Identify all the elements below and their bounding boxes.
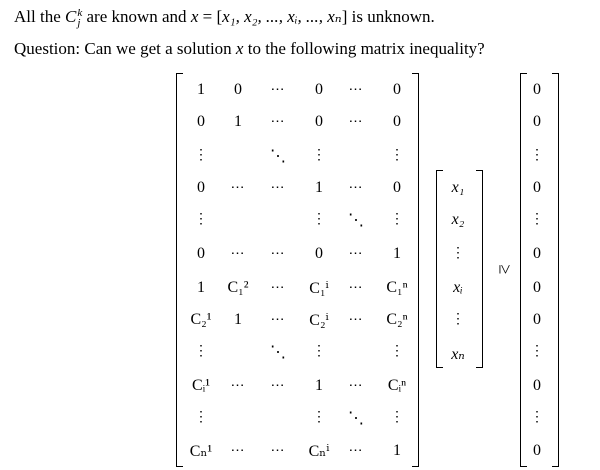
matrix-a-cell: 0	[393, 81, 401, 98]
zero-vector-entry: 0	[533, 377, 541, 394]
matrix-a-cell: ⋯	[348, 114, 364, 130]
matrix-a-left-bracket	[176, 73, 183, 467]
intro-text: is unknown.	[347, 7, 435, 26]
matrix-a-cell: Cₙⁱ	[308, 443, 330, 460]
matrix-a-cell: 1	[234, 113, 242, 130]
matrix-a-cell: ⋯	[230, 246, 246, 262]
question-text: Question: Can we get a solution	[14, 39, 236, 58]
matrix-a-cell: 1	[315, 179, 323, 196]
matrix-a-cell: ⋮	[312, 344, 326, 359]
matrix-a-cell: ⋱	[270, 344, 286, 361]
matrix-a-cell: 1	[315, 377, 323, 394]
matrix-a-cell: ⋯	[270, 443, 286, 459]
zero-vector-left-bracket	[520, 73, 527, 467]
matrix-a-cell: ⋮	[390, 148, 404, 163]
vector-x-left-bracket	[436, 170, 443, 368]
zero-vector-entry: ⋮	[530, 410, 544, 425]
zero-vector-right-bracket	[552, 73, 559, 467]
zero-vector-entry: 0	[533, 442, 541, 459]
math-symbol-x: x	[235, 39, 244, 58]
matrix-a-cell: 0	[315, 81, 323, 98]
matrix-a-cell: ⋱	[348, 212, 364, 229]
question-line	[14, 39, 485, 59]
intro-line-1	[14, 7, 435, 28]
math-vector-elements: x₁, x₂, ..., xᵢ, ..., xₙ	[222, 7, 342, 26]
matrix-a-cell: C₂ⁿ	[386, 311, 408, 328]
matrix-a-cell: C₁ⁿ	[386, 279, 408, 296]
zero-vector-entry: 0	[533, 81, 541, 98]
math-symbol-x: x	[190, 7, 199, 26]
matrix-a-cell: ⋯	[270, 246, 286, 262]
matrix-a-cell: ⋮	[194, 410, 208, 425]
matrix-a-cell: ⋯	[348, 378, 364, 394]
matrix-a-cell: ⋮	[390, 410, 404, 425]
matrix-a-cell: 0	[197, 113, 205, 130]
matrix-a-cell: ⋮	[312, 410, 326, 425]
matrix-a-cell: ⋯	[348, 82, 364, 98]
matrix-a-cell: 0	[315, 245, 323, 262]
matrix-a-cell: 1	[234, 311, 242, 328]
vector-x-entry: xᵢ	[453, 279, 463, 296]
matrix-a-cell: ⋯	[348, 180, 364, 196]
math-subscript: j	[77, 17, 81, 30]
matrix-a-cell: ⋮	[194, 344, 208, 359]
zero-vector-entry: 0	[533, 113, 541, 130]
math-bracket: ]	[341, 7, 348, 26]
matrix-a-cell: ⋯	[348, 312, 364, 328]
matrix-a-cell: 0	[234, 81, 242, 98]
matrix-a-cell: 1	[197, 81, 205, 98]
relation-symbol: ≥	[495, 264, 516, 275]
zero-vector-entry: 0	[533, 245, 541, 262]
matrix-a-cell: ⋮	[194, 212, 208, 227]
matrix-a-cell: ⋯	[230, 180, 246, 196]
vector-x-entry: ⋮	[451, 312, 465, 327]
matrix-a-cell: ⋮	[312, 212, 326, 227]
matrix-a-cell: 0	[393, 179, 401, 196]
matrix-a-cell: ⋯	[348, 246, 364, 262]
matrix-a-cell: ⋱	[270, 148, 286, 165]
matrix-a-cell: ⋮	[194, 148, 208, 163]
matrix-a-cell: ⋯	[230, 443, 246, 459]
zero-vector-entry: 0	[533, 279, 541, 296]
vector-x-entry: x₂	[451, 211, 465, 228]
zero-vector-entry: ⋮	[530, 212, 544, 227]
matrix-a-cell: C₂¹	[190, 311, 212, 328]
matrix-a-cell: C₂ⁱ	[309, 312, 329, 329]
matrix-a-cell: ⋯	[348, 280, 364, 296]
matrix-a-cell: ⋮	[390, 344, 404, 359]
matrix-a-cell: 0	[393, 113, 401, 130]
matrix-a-cell: Cₙ¹	[189, 443, 213, 460]
matrix-a-cell: 0	[315, 113, 323, 130]
vector-x-right-bracket	[476, 170, 483, 368]
matrix-a-cell: ⋮	[390, 212, 404, 227]
matrix-a-cell: ⋯	[270, 378, 286, 394]
matrix-a-right-bracket	[412, 73, 419, 467]
math-symbol-c: C	[65, 7, 77, 26]
zero-vector-entry: ⋮	[530, 148, 544, 163]
matrix-a-cell: 1	[197, 279, 205, 296]
zero-vector-entry: 0	[533, 179, 541, 196]
matrix-a-cell: ⋮	[312, 148, 326, 163]
matrix-a-cell: ⋯	[348, 443, 364, 459]
zero-vector-entry: ⋮	[530, 344, 544, 359]
matrix-a-cell: ⋯	[270, 312, 286, 328]
matrix-a-cell: Cᵢⁿ	[387, 377, 407, 394]
math-equals: = [	[198, 7, 223, 26]
matrix-a-cell: 1	[393, 245, 401, 262]
matrix-a-cell: 1	[393, 442, 401, 459]
zero-vector-entry: 0	[533, 311, 541, 328]
intro-text: are known and	[82, 7, 191, 26]
intro-text: All the	[14, 7, 65, 26]
matrix-a-cell: C₁ⁱ	[309, 280, 329, 297]
matrix-a-cell: ⋯	[270, 180, 286, 196]
vector-x-entry: x₁	[451, 179, 465, 196]
math-superscript: k	[77, 7, 83, 20]
matrix-a-cell: ⋱	[348, 410, 364, 427]
matrix-a-cell: C₁²	[227, 279, 249, 296]
matrix-a-cell: ⋯	[270, 280, 286, 296]
matrix-a-cell: Cᵢ¹	[191, 377, 211, 394]
question-text: to the following matrix inequality?	[243, 39, 485, 58]
matrix-a-cell: 0	[197, 179, 205, 196]
matrix-a-cell: ⋯	[230, 378, 246, 394]
matrix-a-cell: ⋯	[270, 114, 286, 130]
vector-x-entry: ⋮	[451, 246, 465, 261]
vector-x-entry: xₙ	[451, 346, 465, 363]
matrix-a-cell: ⋯	[270, 82, 286, 98]
matrix-a-cell: 0	[197, 245, 205, 262]
